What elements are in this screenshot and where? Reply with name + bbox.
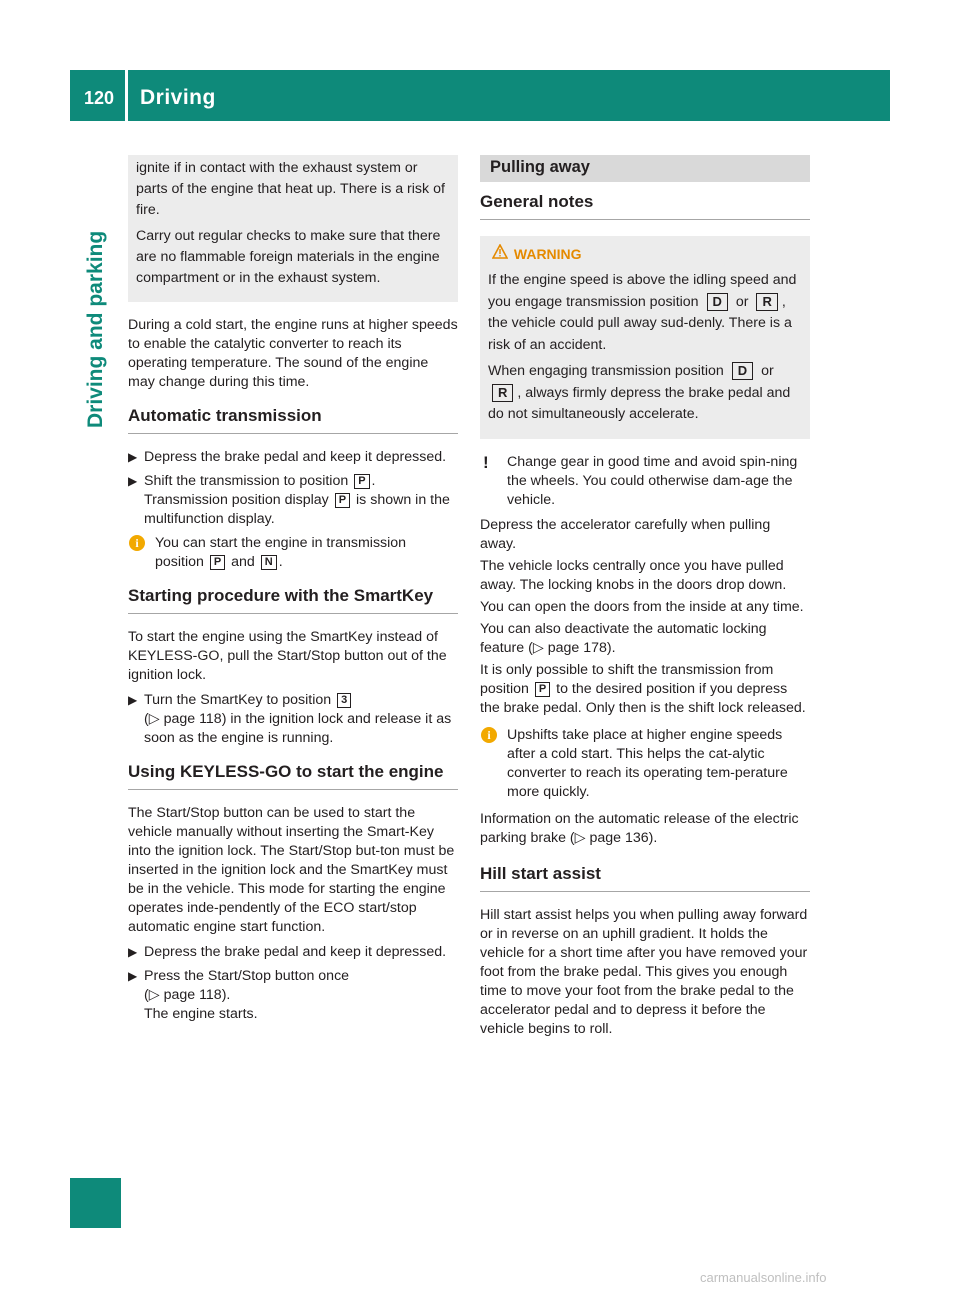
section-heading: Automatic transmission <box>128 406 458 434</box>
box-paragraph: ignite if in contact with the exhaust system or parts of the engine that heat up. There is a risk of fire. <box>136 160 445 218</box>
warning-triangle-icon <box>492 244 510 264</box>
step-arrow-icon: ▶ <box>128 450 138 464</box>
gear-d-symbol: D <box>732 362 753 380</box>
warning-text: , the vehicle could pull away sud-denly. There is a risk of an accident. <box>488 293 792 353</box>
warning-text: or <box>761 363 774 379</box>
step-text: Depress the brake pedal and keep it depressed. <box>144 944 447 960</box>
step <box>128 967 458 1024</box>
step-arrow-icon: ▶ <box>128 693 138 707</box>
warning-continuation-box <box>128 155 458 302</box>
paragraph: Information on the automatic release of the electric parking brake (▷ page 136). <box>480 810 799 846</box>
right-column <box>480 155 810 1042</box>
warning-text: , always firmly depress the brake pedal and do not simultaneously accelerate. <box>488 384 791 422</box>
info-text: You can start the engine in transmission position <box>155 535 407 570</box>
paragraph-text: It is only possible to shift the transmission from position <box>480 661 774 697</box>
info-note <box>128 534 458 572</box>
gear-n-symbol: N <box>261 555 277 570</box>
step-text: is shown in the multifunction display. <box>144 492 450 527</box>
warning-paragraph <box>488 270 802 356</box>
warning-text: or <box>735 293 749 310</box>
step-text: . <box>371 473 376 489</box>
gear-p-symbol: P <box>354 474 369 489</box>
paragraph: To start the engine using the SmartKey instead of KEYLESS-GO, pull the Start/Stop button out of the ignition lock. <box>128 629 447 683</box>
paragraph: You can open the doors from the inside at any time. <box>480 598 804 615</box>
box-paragraph: Carry out regular checks to make sure that there are no flammable foreign materials in the engine compartment or in the exhaust system. <box>136 228 441 286</box>
watermark: carmanualsonline.info <box>700 1270 827 1285</box>
note-text: Change gear in good time and avoid spin-ning the wheels. You could otherwise dam-age the vehicle. <box>507 453 798 508</box>
gear-r-symbol: R <box>492 384 513 402</box>
exclamation-icon: ! <box>483 452 489 472</box>
section-heading: Starting procedure with the SmartKey <box>128 586 458 614</box>
side-tab-marker <box>70 1178 121 1228</box>
paragraph <box>480 661 810 718</box>
paragraph: Depress the accelerator carefully when pulling away. <box>480 516 771 552</box>
step-text: Depress the brake pedal and keep it depressed. <box>144 449 447 465</box>
paragraph: You can also deactivate the automatic locking feature (▷ page 178). <box>480 620 767 656</box>
step-arrow-icon: ▶ <box>128 969 138 983</box>
step-text: (▷ page 118) in the ignition lock and release it as soon as the engine is running. <box>144 711 452 746</box>
step <box>128 691 458 748</box>
info-icon: i <box>129 535 145 551</box>
paragraph: Hill start assist helps you when pulling away forward or in reverse on an uphill gradient. It holds the vehicle for a short time after you have removed your foot from the brake pedal. This gives you enough time to move your foot from the brake pedal to the accelerator pedal and to depress it before the vehicle begins to roll. <box>480 906 808 1037</box>
step-text: Press the Start/Stop button once <box>144 968 350 984</box>
paragraph: During a cold start, the engine runs at higher speeds to enable the catalytic converter to reach its operating temperature. The sound of the engine may change during this time. <box>128 317 458 390</box>
step <box>128 943 458 962</box>
left-column <box>128 155 458 1029</box>
gear-d-symbol: D <box>707 293 728 311</box>
step-text: Transmission position display <box>144 492 329 508</box>
info-text: and <box>231 554 255 570</box>
warning-text: When engaging transmission position <box>488 363 724 379</box>
step <box>128 472 458 529</box>
step-text: Turn the SmartKey to position <box>144 692 332 708</box>
warning-paragraph <box>488 361 802 426</box>
info-text: Upshifts take place at higher engine speeds after a cold start. This helps the cat-alytic converter to reach its operating tem-perature more quickly. <box>507 726 788 800</box>
side-tab <box>84 230 114 608</box>
caution-note <box>480 453 810 510</box>
paragraph: The Start/Stop button can be used to start the vehicle manually without inserting the Smart-Key into the ignition lock. The Start/Stop but-ton must be inserted in the ignition lock and the SmartKey must be in the vehicle. This mode for starting the engine operates inde-pendently of the ECO start/stop automatic engine start function. <box>128 805 455 935</box>
gear-3-symbol: 3 <box>337 693 351 708</box>
header-divider <box>125 70 128 121</box>
side-tab-label: Driving and parking <box>84 230 107 428</box>
page-title: Driving <box>140 86 216 109</box>
step-arrow-icon: ▶ <box>128 945 138 959</box>
subsection-heading: General notes <box>480 182 810 220</box>
gear-p-symbol: P <box>335 493 350 508</box>
gear-r-symbol: R <box>756 293 777 311</box>
info-text: . <box>278 554 283 570</box>
paragraph: The vehicle locks centrally once you have pulled away. The locking knobs in the doors drop down. <box>480 557 787 593</box>
info-icon: i <box>481 727 497 743</box>
warning-text: If the engine speed is above the idling speed and you engage transmission position <box>488 272 797 310</box>
step-text: The engine starts. <box>144 1006 258 1022</box>
warning-box <box>480 236 810 439</box>
section-heading: Hill start assist <box>480 864 810 892</box>
paragraph-text: to the desired position if you depress the brake pedal. Only then is the shift lock released. <box>480 680 806 716</box>
gear-p-symbol: P <box>210 555 225 570</box>
step-text: Shift the transmission to position <box>144 473 349 489</box>
gear-p-symbol: P <box>535 682 550 697</box>
section-banner: Pulling away <box>480 155 810 182</box>
info-note <box>480 726 810 802</box>
section-heading: Using KEYLESS-GO to start the engine <box>128 762 458 790</box>
step-arrow-icon: ▶ <box>128 474 138 488</box>
warning-header <box>488 244 802 264</box>
warning-label: WARNING <box>513 246 582 262</box>
page-number: 120 <box>84 88 115 108</box>
step <box>128 448 458 467</box>
step-text: (▷ page 118). <box>144 987 231 1003</box>
